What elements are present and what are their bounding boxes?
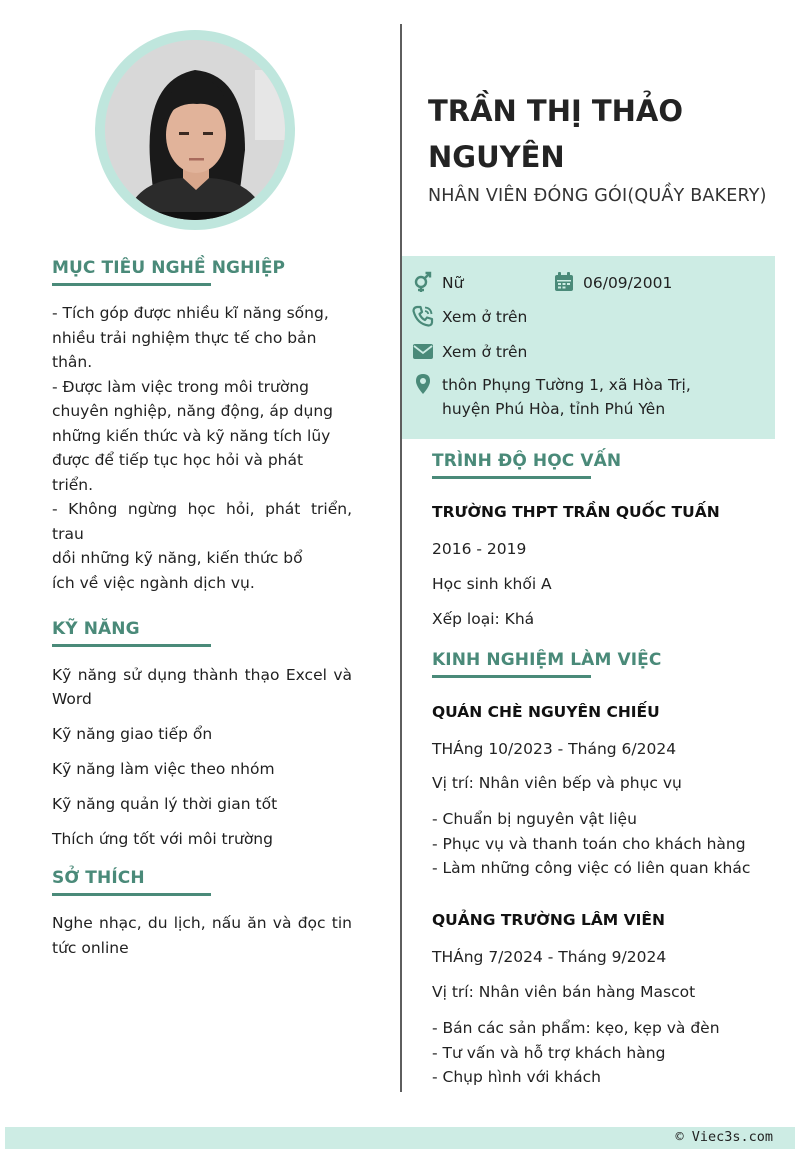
- candidate-name: [428, 88, 768, 180]
- experience-underline: [432, 675, 591, 678]
- job-task: - Tư vấn và hỗ trợ khách hàng: [432, 1043, 666, 1062]
- footer-bar: [5, 1127, 795, 1149]
- address-line-1: thôn Phụng Tường 1, xã Hòa Trị,: [442, 376, 691, 394]
- skill-item: Thích ứng tốt với môi trường: [52, 830, 273, 848]
- education-grade: Xếp loại: Khá: [432, 610, 535, 628]
- skill-item: Kỹ năng sử dụng thành thạo Excel và Word: [52, 666, 352, 708]
- contact-birthday: [553, 271, 672, 295]
- objective-line: được để tiếp tục học hỏi và phát: [52, 451, 304, 469]
- job-role: Vị trí: Nhân viên bếp và phục vụ: [432, 774, 682, 792]
- gender-icon: [412, 271, 434, 293]
- address-line-2: huyện Phú Hòa, tỉnh Phú Yên: [442, 400, 666, 418]
- objective-title: MỤC TIÊU NGHỀ NGHIỆP: [52, 258, 286, 278]
- phone-icon: [412, 305, 434, 327]
- contact-phone: [412, 305, 527, 329]
- job-period: THÁng 10/2023 - Tháng 6/2024: [432, 740, 677, 758]
- objective-line: - Tích góp được nhiều kĩ năng sống,: [52, 304, 329, 322]
- skill-item: Kỹ năng giao tiếp ổn: [52, 725, 213, 743]
- objective-line: ích về việc ngành dịch vụ.: [52, 573, 255, 592]
- objective-underline: [52, 283, 211, 286]
- job-task: - Chuẩn bị nguyên vật liệu: [432, 810, 637, 828]
- job-task: - Phục vụ và thanh toán cho khách hàng: [432, 834, 746, 853]
- objective-line: những kiến thức và kỹ năng tích lũy: [52, 426, 331, 445]
- contact-email: [412, 340, 527, 364]
- hobbies-underline: [52, 893, 211, 896]
- hobbies-title: SỞ THÍCH: [52, 868, 145, 888]
- job-tasks: [432, 807, 750, 881]
- phone-value: Xem ở trên: [442, 308, 528, 326]
- skill-item: Kỹ năng làm việc theo nhóm: [52, 760, 275, 778]
- job-title: NHÂN VIÊN ĐÓNG GÓI(QUẦY BAKERY): [428, 186, 767, 206]
- experience-title: KINH NGHIỆM LÀM VIỆC: [432, 650, 662, 670]
- job-company: QUẢNG TRƯỜNG LÂM VIÊN: [432, 911, 665, 929]
- job-period: THÁng 7/2024 - Tháng 9/2024: [432, 948, 667, 966]
- job-task: - Làm những công việc có liên quan khác: [432, 859, 751, 877]
- contact-address: [412, 373, 691, 421]
- name-line-1: TRẦN THỊ THẢO: [428, 94, 684, 128]
- job-task: - Bán các sản phẩm: kẹo, kẹp và đèn: [432, 1019, 720, 1037]
- objective-line: chuyên nghiệp, năng động, áp dụng: [52, 402, 333, 420]
- job-tasks: [432, 1016, 720, 1090]
- objective-line: triển.: [52, 475, 94, 494]
- email-value: Xem ở trên: [442, 343, 528, 361]
- envelope-icon: [412, 340, 434, 362]
- job-company: QUÁN CHÈ NGUYÊN CHIẾU: [432, 703, 660, 721]
- education-period: 2016 - 2019: [432, 540, 527, 558]
- skill-item: Kỹ năng quản lý thời gian tốt: [52, 795, 278, 813]
- calendar-icon: [553, 271, 575, 293]
- education-detail: Học sinh khối A: [432, 575, 552, 593]
- address-value: [442, 373, 691, 421]
- hobbies-text: Nghe nhạc, du lịch, nấu ăn và đọc tin tức online: [52, 914, 352, 957]
- objective-line: - Không ngừng học hỏi, phát triển, trau: [52, 500, 352, 543]
- job-task: - Chụp hình với khách: [432, 1068, 601, 1086]
- avatar: [105, 40, 285, 220]
- objective-text: [52, 301, 352, 595]
- column-divider: [400, 24, 402, 1092]
- school-name: TRƯỜNG THPT TRẦN QUỐC TUẤN: [432, 503, 720, 521]
- contact-gender: [412, 271, 463, 295]
- skills-list: [52, 663, 352, 862]
- footer-credit[interactable]: © Viec3s.com: [675, 1129, 773, 1145]
- objective-line: nhiều trải nghiệm thực tế cho bản: [52, 328, 317, 347]
- objective-line: dồi những kỹ năng, kiến thức bổ: [52, 549, 303, 567]
- skills-underline: [52, 644, 211, 647]
- objective-line: thân.: [52, 353, 93, 371]
- education-title: TRÌNH ĐỘ HỌC VẤN: [432, 451, 622, 471]
- map-pin-icon: [412, 373, 434, 395]
- skills-title: KỸ NĂNG: [52, 619, 140, 639]
- job-role: Vị trí: Nhân viên bán hàng Mascot: [432, 983, 696, 1001]
- gender-value: Nữ: [442, 274, 464, 292]
- objective-line: - Được làm việc trong môi trường: [52, 377, 309, 396]
- education-underline: [432, 476, 591, 479]
- name-line-2: NGUYÊN: [428, 140, 565, 174]
- contact-panel: [402, 256, 775, 439]
- birthday-value: 06/09/2001: [583, 274, 673, 292]
